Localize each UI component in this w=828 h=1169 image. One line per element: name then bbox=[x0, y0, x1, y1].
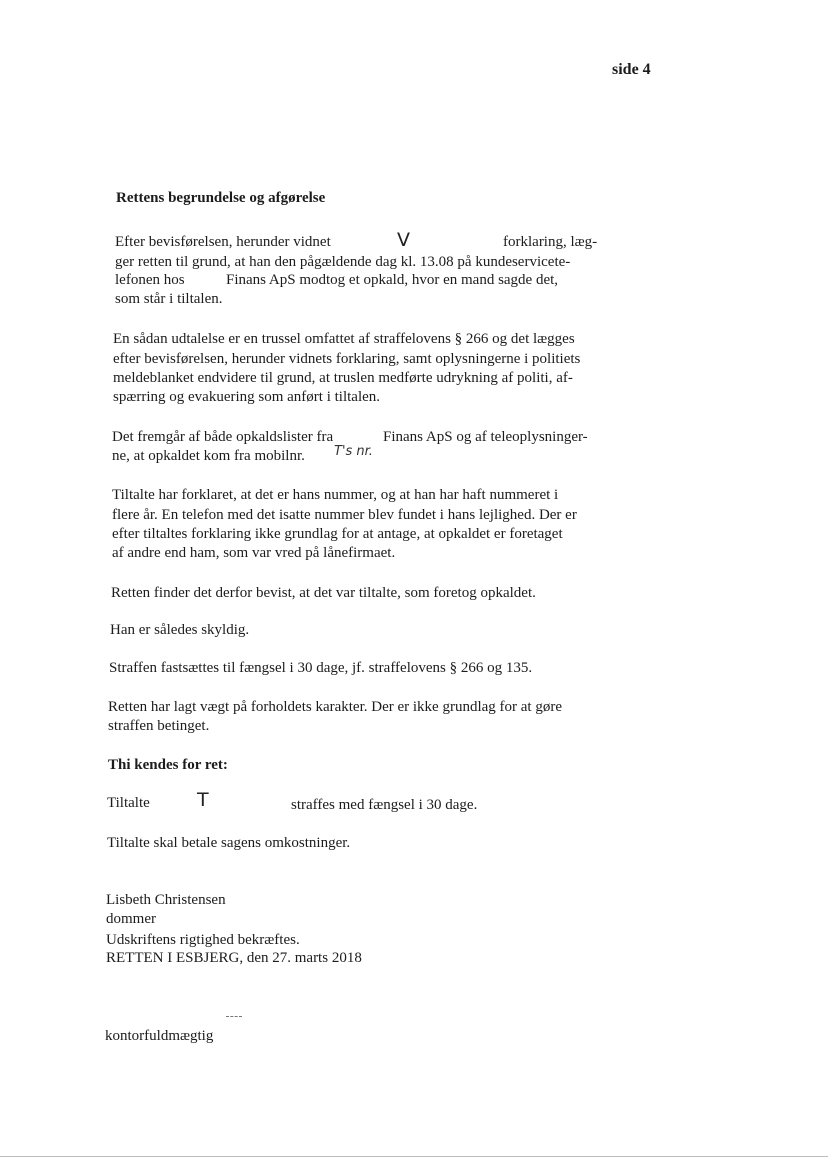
costs-line: Tiltalte skal betale sagens omkostninger. bbox=[107, 835, 351, 851]
p4-line-3: efter tiltaltes forklaring ikke grundlag for at antage, at opkaldet er foretaget bbox=[112, 526, 563, 542]
p8-line-2: straffen betinget. bbox=[108, 718, 210, 734]
signature-mark bbox=[226, 1016, 242, 1017]
p2-line-2: efter bevisførelsen, herunder vidnets forklaring, samt oplysningerne i politiets bbox=[113, 351, 581, 367]
section-heading: Rettens begrundelse og afgørelse bbox=[116, 190, 326, 206]
judge-name: Lisbeth Christensen bbox=[106, 892, 226, 908]
p1-line-2: ger retten til grund, at han den pågældende dag kl. 13.08 på kundeservicete- bbox=[115, 254, 571, 270]
judge-title: dommer bbox=[106, 911, 156, 927]
clerk-title: kontorfuldmægtig bbox=[105, 1028, 214, 1044]
p1-line-3b: Finans ApS modtog et opkald, hvor en mand sagde det, bbox=[226, 272, 559, 288]
verdict-heading: Thi kendes for ret: bbox=[108, 757, 228, 773]
page-edge-line bbox=[0, 1156, 828, 1157]
handwritten-note: T's nr. bbox=[334, 444, 373, 459]
paragraph-6: Han er således skyldig. bbox=[110, 622, 250, 638]
p4-line-2: flere år. En telefon med det isatte nummer blev fundet i hans lejlighed. Der er bbox=[112, 507, 577, 523]
handwritten-initial-t: T bbox=[197, 789, 209, 811]
verdict-tiltalte: Tiltalte bbox=[107, 795, 150, 811]
page-number: side 4 bbox=[612, 61, 651, 78]
court-and-date: RETTEN I ESBJERG, den 27. marts 2018 bbox=[106, 950, 362, 966]
p2-line-4: spærring og evakuering som anført i tiltalen. bbox=[113, 389, 381, 405]
verdict-sentence: straffes med fængsel i 30 dage. bbox=[291, 797, 478, 813]
p3-line-1a: Det fremgår af både opkaldslister fra bbox=[112, 429, 334, 445]
p1-line-4: som står i tiltalen. bbox=[115, 291, 223, 307]
p8-line-1: Retten har lagt vægt på forholdets karakter. Der er ikke grundlag for at gøre bbox=[108, 699, 563, 715]
handwritten-initial-v: V bbox=[397, 229, 410, 251]
p4-line-4: af andre end ham, som var vred på lånefirmaet. bbox=[112, 545, 396, 561]
certification-text: Udskriftens rigtighed bekræftes. bbox=[106, 932, 300, 948]
p3-line-2: ne, at opkaldet kom fra mobilnr. bbox=[112, 448, 305, 464]
paragraph-7: Straffen fastsættes til fængsel i 30 dage, jf. straffelovens § 266 og 135. bbox=[109, 660, 533, 676]
p4-line-1: Tiltalte har forklaret, at det er hans nummer, og at han har haft nummeret i bbox=[112, 487, 559, 503]
p1-line-1b: forklaring, læg- bbox=[503, 234, 598, 250]
p1-line-3a: lefonen hos bbox=[115, 272, 185, 288]
p2-line-1: En sådan udtalelse er en trussel omfattet af straffelovens § 266 og det lægges bbox=[113, 331, 575, 347]
p3-line-1b: Finans ApS og af teleoplysninger- bbox=[383, 429, 588, 445]
p1-line-1a: Efter bevisførelsen, herunder vidnet bbox=[115, 234, 331, 250]
paragraph-5: Retten finder det derfor bevist, at det var tiltalte, som foretog opkaldet. bbox=[111, 585, 536, 601]
p2-line-3: meldeblanket endvidere til grund, at truslen medførte udrykning af politi, af- bbox=[113, 370, 573, 386]
